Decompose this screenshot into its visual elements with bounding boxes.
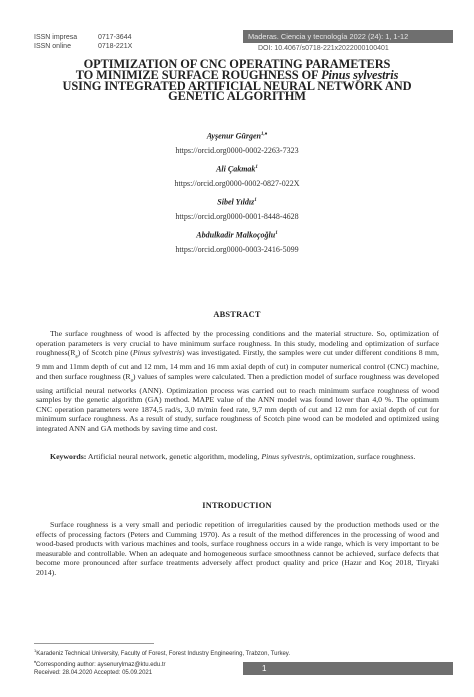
- journal-citation: Maderas. Ciencia y tecnología 2022 (24): 1, 1-12: [248, 32, 409, 41]
- issn-online: ISSN online 0718-221X: [34, 43, 133, 50]
- keywords: Keywords: Artificial neural network, genetic algorithm, modeling, Pinus sylvestris, optimization, surface roughness.: [50, 452, 416, 461]
- footnote-affiliation: $^1$Karadeniz Technical University, Faculty of Forest, Forest Industry Engineering, Trabzon, Turkey.: [34, 648, 291, 657]
- author-name: Ayşenur Gürgen$^{1,♦}$: [206, 131, 268, 141]
- author-orcid[interactable]: https://orcid.org0000-0003-2416-5099: [175, 245, 299, 254]
- footnote-corresponding: ♦Corresponding author: aysenurylmaz@ktu.edu.tr: [34, 659, 166, 669]
- issn-print: ISSN impresa 0717-3644: [34, 34, 132, 41]
- title-line-3: USING INTEGRATED ARTIFICIAL NEURAL NETWORK AND: [62, 78, 412, 93]
- doi[interactable]: DOI: 10.4067/s0718-221x2022000100401: [258, 45, 389, 52]
- author-name: Ali Çakmak$^1$: [216, 164, 258, 174]
- page-number: 1: [262, 664, 267, 673]
- author-list: [0, 130, 474, 262]
- introduction-heading: INTRODUCTION: [202, 501, 272, 510]
- introduction-text: Surface roughness is a very small and periodic repetition of irregularities caused by the production methods used or the effects of processing factors (Peters and Cumming 1970). As a result of the method differences in the processing of wood and wood-based products with various machines and tools, surface roughness occurs in a wide range, which is very important to be measurable and controllable. When an adequate and homogeneous surface smoothness cannot be achieved, surface defects that become more pronounced after surface treatments adversely affect product quality and price (Hazır and Koç 2018, Tiryaki 2014).: [36, 520, 439, 577]
- author-name: Sibel Yıldız$^1$: [217, 197, 257, 207]
- footnote-dates: Received: 28.04.2020 Accepted: 05.09.2021: [34, 670, 153, 677]
- footnote-separator: [34, 643, 154, 644]
- author-name: Abdulkadir Malkoçoğlu$^1$: [196, 230, 278, 240]
- title-line-1: OPTIMIZATION OF CNC OPERATING PARAMETERS: [83, 57, 391, 71]
- abstract-heading: ABSTRACT: [213, 310, 261, 319]
- author-orcid[interactable]: https://orcid.org0000-0002-0827-022X: [174, 179, 300, 188]
- issn-block: [34, 33, 132, 51]
- paper-title: [30, 59, 444, 102]
- title-line-2: TO MINIMIZE SURFACE ROUGHNESS OF Pinus sylvestris: [75, 67, 399, 82]
- author-orcid[interactable]: https://orcid.org0000-0001-8448-4628: [175, 212, 299, 221]
- title-line-4: GENETIC ALGORITHM: [168, 89, 306, 104]
- page-number-bar: [243, 662, 453, 675]
- title-species: Pinus sylvestris: [321, 67, 399, 82]
- author-orcid[interactable]: https://orcid.org0000-0002-2263-7323: [175, 146, 299, 155]
- abstract-text: The surface roughness of wood is affected by the processing conditions and the material structure. So, optimization of operation parameters is very crucial to have minimum surface roughness. In this study, modeling and optimization of surface $roughness(R_a)$ of Scotch pine (Pinus sylvestris) was investigated. Firstly, the samples were cut under different conditions 8 mm, 9 mm and 11mm depth of cut and 12 mm, 14 mm and 16 mm axial depth of cut) in computer numerical control (CNC) machine, and then surface roughness $(R_a)$ values of samples were calculated. Then a prediction model of surface roughness was developed using artificial neural networks (ANN). Optimization process was carried out to reach minimum surface roughness of wood samples by the genetic algorithm (GA) method. MAPE value of the ANN model was found lower than 4,0 %. The optimum CNC operation parameters were 1874,5 rad/s, 3,0 m/min feed rate, 9,7 mm depth of cut and 12 mm for axial depth of cut for minimum surface roughness. As a result of study, surface roughness of Scotch pine wood can be modeled and optimized using integrated ANN and GA methods by saving time and cost.: [36, 329, 440, 434]
